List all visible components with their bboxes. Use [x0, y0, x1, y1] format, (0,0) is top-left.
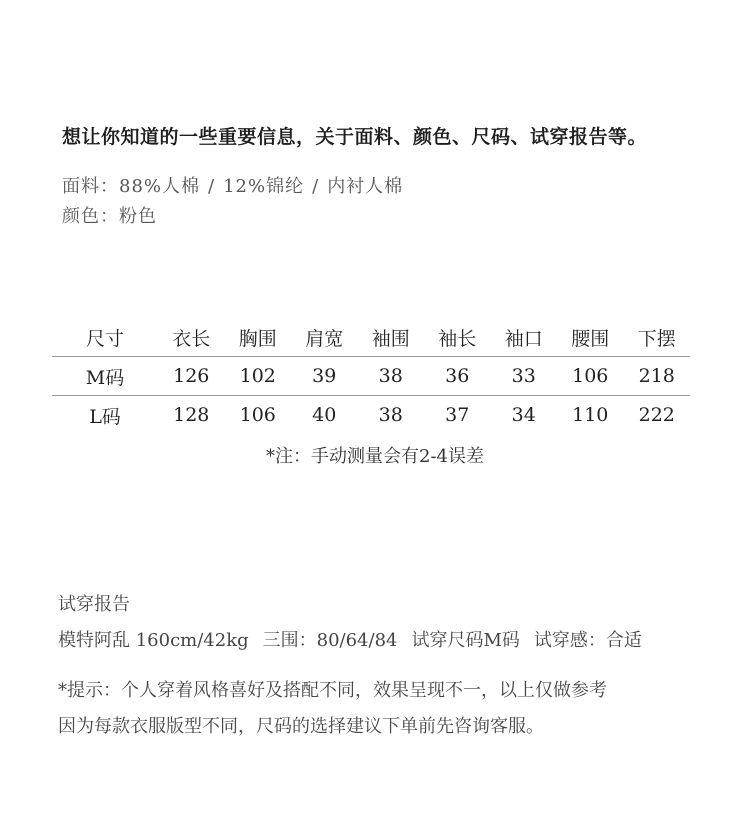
model-info: 模特阿乱 160cm/42kg	[58, 630, 249, 651]
tip-line-1: *提示：个人穿着风格喜好及搭配不同，效果呈现不一，以上仅做参考	[58, 680, 607, 701]
table-cell: 106	[572, 365, 609, 387]
fabric-info	[62, 172, 403, 198]
fabric-separator: /	[208, 176, 216, 197]
header-cell: 袖长	[438, 327, 477, 350]
table-cell: M码	[85, 366, 125, 389]
header-cell: 衣长	[172, 327, 211, 350]
color-info	[62, 202, 157, 228]
header-cell: 胸围	[238, 327, 277, 350]
table-cell: 38	[378, 365, 403, 387]
color-label: 颜色：	[62, 206, 119, 227]
table-cell: 36	[445, 365, 470, 387]
table-cell: 38	[378, 404, 403, 426]
table-row	[52, 357, 690, 395]
table-cell: 128	[173, 404, 210, 426]
header-cell: 下摆	[637, 327, 676, 350]
size-table-header	[52, 318, 690, 356]
try-on-title: 试穿报告	[58, 594, 130, 615]
try-on-size: 试穿尺码M码	[411, 630, 520, 651]
table-cell: 110	[572, 404, 609, 426]
table-cell: 40	[312, 404, 337, 426]
fabric-label: 面料：	[62, 176, 119, 197]
table-cell: 37	[445, 404, 470, 426]
measurement-note: *注：手动测量会有2-4误差	[266, 446, 484, 467]
color-value: 粉色	[119, 206, 157, 227]
table-cell: 222	[638, 404, 675, 426]
try-on-details	[58, 626, 642, 652]
tip-line-2: 因为每款衣服版型不同，尺码的选择建议下单前先咨询客服。	[58, 716, 544, 737]
table-cell: 39	[312, 365, 337, 387]
header-cell: 袖围	[371, 327, 410, 350]
header-cell: 袖口	[504, 327, 543, 350]
header-cell: 肩宽	[305, 327, 344, 350]
table-cell: 218	[638, 365, 675, 387]
table-cell: 126	[173, 365, 210, 387]
table-row	[52, 396, 690, 434]
fabric-part: 内衬人棉	[327, 176, 404, 197]
table-cell: 106	[239, 404, 276, 426]
table-cell: L码	[89, 405, 121, 428]
table-cell: 34	[511, 404, 536, 426]
header-cell: 尺寸	[85, 327, 124, 350]
table-cell: 33	[511, 365, 536, 387]
try-on-feel: 试穿感：合适	[533, 630, 642, 651]
fabric-part: 88%人棉	[119, 176, 201, 197]
size-table	[52, 318, 690, 434]
intro-text: 想让你知道的一些重要信息，关于面料、颜色、尺码、试穿报告等。	[62, 126, 648, 148]
model-measurements: 三围：80/64/84	[262, 630, 398, 651]
table-cell: 102	[239, 365, 276, 387]
fabric-separator: /	[312, 176, 320, 197]
header-cell: 腰围	[571, 327, 610, 350]
fabric-part: 12%锦纶	[223, 176, 305, 197]
